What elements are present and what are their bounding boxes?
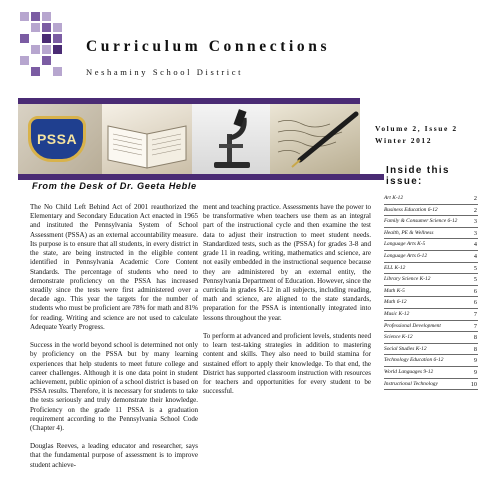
toc-item[interactable] [384,216,478,228]
toc-item[interactable] [384,367,478,379]
toc-item-label: ELL K-12 [384,264,406,271]
inside-this-issue-title: Inside this issue: [384,164,478,190]
toc-page-number: 8 [473,334,477,342]
toc-item-label: Library Science K-12 [384,276,431,283]
toc-item[interactable] [384,251,478,263]
toc-item-label: Instructional Technology [384,380,438,387]
issue-date: Winter 2012 [375,136,433,145]
toc-item-label: Language Arts 6-12 [384,252,428,259]
toc-page-number: 10 [470,380,477,388]
article-heading: From the Desk of Dr. Geeta Heble [32,181,197,191]
toc-page-number: 7 [473,310,477,318]
keystone-icon [28,116,86,162]
toc-item-label: Technology Education 6-12 [384,357,444,364]
article-paragraph: Success in the world beyond school is determined not only by proficiency on the PSSA but by many learning experiences that help students to meet future college and career challenges. Although it is one data point in student achievement, public opinion of a school district is based on PSSA results. Therefore, it is necessary for students to take the tests seriously and truly demonstrate their knowledge. Proficiency on the grade 11 PSSA is a graduation requirement according to the Pennsylvania School Code (Chapter 4). [30,341,198,433]
toc-item-label: Professional Development [384,322,441,329]
toc-page-number: 2 [473,206,477,214]
pssa-logo-text: PSSA [36,131,78,147]
toc-item[interactable] [384,205,478,217]
toc-item-label: Language Arts K-5 [384,241,426,248]
toc-item-label: Business Education 6-12 [384,206,438,213]
toc-page-number: 5 [473,276,477,284]
toc-item[interactable] [384,321,478,333]
microscope-image [192,104,270,174]
toc-item-label: Social Studies K-12 [384,345,427,352]
article-column-left [30,203,198,479]
toc-item[interactable] [384,309,478,321]
newsletter-title: Curriculum Connections [86,38,331,55]
toc-item[interactable] [384,228,478,240]
toc-item-label: Art K-12 [384,195,404,201]
article-paragraph: ment and teaching practice. Assessments have the power to be transformative when teachers use them as an integral part of the instructional cycle and then examine the test data to adjust their instruction to meet student needs. Standardized tests, such as the (PSSA) for grades 3-8 and grade 11 in reading, writing, mathematics and science, are not easily embedded in the instructional sequence because they are administered by an external entity, the Pennsylvania Department of Education. However, since the curricula in grades K-12 in all subjects, including reading, math and science, are aligned to the state standards, preparation for the PSSA is intentionally integrated into lessons throughout the year. [203,203,372,322]
toc-item[interactable] [384,379,478,391]
pen-and-paper-image [270,104,360,174]
book-icon [102,104,192,174]
toc-page-number: 3 [473,218,477,226]
toc-page-number: 6 [473,287,477,295]
banner-image-strip [18,104,360,174]
toc-page-number: 9 [473,357,477,365]
toc-item[interactable] [384,344,478,356]
toc-item[interactable] [384,297,478,309]
toc-item[interactable] [384,239,478,251]
toc-page-number: 4 [473,241,477,249]
toc-item[interactable] [384,355,478,367]
toc-item[interactable] [384,274,478,286]
article-paragraph: The No Child Left Behind Act of 2001 reauthorized the Elementary and Secondary Education Act enacted in 1965 and instituted the Pennsylvania System of School Assessment (PSSA) as an external accountability measure. Its purpose is to ensure that all students, in every district in the state, are being instructed in the eligible content identified in Pennsylvania Academic Core Content Standards. The percentage of students who need to demonstrate proficiency on the PSSA has increased steadily since the tests were first administered over a decade ago. This year the targets for the number of students who must be proficient are 78% for math and 81% for reading. Writing and science are not used to calculate Adequate Yearly Progress. [30,203,198,331]
toc-page-number: 8 [473,345,477,353]
toc-item-label: Family & Consumer Science 6-12 [384,218,458,225]
toc-item-label: Math K-5 [384,287,405,294]
toc-item[interactable] [384,286,478,298]
toc-item[interactable] [384,193,478,205]
toc-page-number: 7 [473,322,477,330]
toc-page-number: 2 [473,195,477,202]
toc-item[interactable] [384,263,478,275]
toc-page-number: 6 [473,299,477,307]
toc-page-number: 4 [473,252,477,260]
open-book-image [102,104,192,174]
toc-page-number: 5 [473,264,477,272]
volume-issue: Volume 2, Issue 2 [375,124,458,133]
article-paragraph: Douglas Reeves, a leading educator and researcher, says that the fundamental purpose of assessment is to improve student achieve- [30,442,198,469]
microscope-icon [192,104,270,174]
toc-item-label: Science K-12 [384,334,413,341]
article-column-right [203,203,371,405]
toc-page-number: 3 [473,229,477,237]
toc-item-label: Math 6-12 [384,299,407,306]
table-of-contents [384,193,478,390]
toc-item-label: Music K-12 [384,310,410,317]
pen-icon [270,104,360,174]
toc-item[interactable] [384,332,478,344]
pssa-keystone-image [18,104,102,174]
article-paragraph: To perform at advanced and proficient levels, students need to learn test-taking strategies in addition to mastering content and skills. They also need to build stamina for sustained effort to apply their knowledge. To that end, the District has supported classroom instruction with resources for teachers and opportunities for every student to be successful. [203,331,371,396]
toc-page-number: 9 [473,368,477,376]
district-logo [20,12,62,84]
toc-item-label: World Languages 9-12 [384,368,434,375]
toc-item-label: Health, PE & Wellness [384,229,434,236]
district-name: Neshaminy School District [86,67,244,77]
